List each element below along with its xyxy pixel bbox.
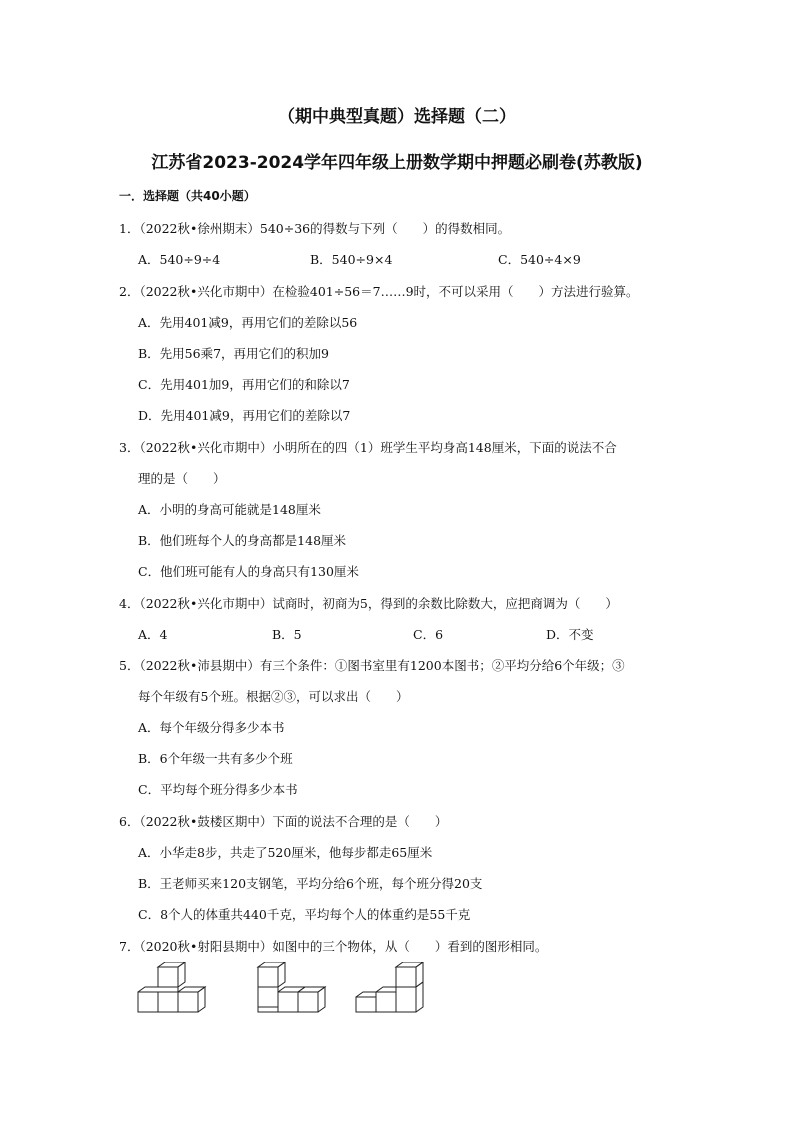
option-d: D．不变 [546,627,594,642]
question-3-stem: 3．（2022秋•兴化市期中）小明所在的四（1）班学生平均身高148厘米，下面的说法不合 [119,440,617,455]
question-2-option-a: A．先用401减9，再用它们的差除以56 [138,315,358,330]
question-6-option-b: B．王老师买来120支钢笔，平均分给6个班，每个班分得20支 [138,876,483,891]
page-title: （期中典型真题）选择题（二） [278,107,516,127]
cube-figure-2 [258,962,325,1012]
cube-stack-figures [136,962,446,1022]
option-b: B．540÷9×4 [310,252,393,267]
question-5-option-b: B．6个年级一共有多少个班 [138,751,293,766]
question-7-stem: 7．（2020秋•射阳县期中）如图中的三个物体，从（ ）看到的图形相同。 [119,939,548,954]
question-2-option-c: C．先用401加9，再用它们的和除以7 [138,377,350,392]
question-3-option-a: A．小明的身高可能就是148厘米 [138,502,321,517]
option-c: C．540÷4×9 [498,252,581,267]
question-2-stem: 2．（2022秋•兴化市期中）在检验401÷56＝7……9时，不可以采用（ ）方法进行验算。 [119,284,639,299]
question-6-option-a: A．小华走8步，共走了520厘米，他每步都走65厘米 [138,845,433,860]
option-c: C．6 [413,627,444,642]
question-5-stem: 5．（2022秋•沛县期中）有三个条件：①图书室里有1200本图书；②平均分给6个年级；③ [119,658,625,673]
question-2-option-b: B．先用56乘7，再用它们的积加9 [138,346,329,361]
option-a: A．4 [138,627,168,642]
option-b: B．5 [272,627,302,642]
question-5-stem-cont: 每个年级有5个班。根据②③，可以求出（ ） [138,689,409,704]
question-3-option-b: B．他们班每个人的身高都是148厘米 [138,533,347,548]
question-1-stem: 1．（2022秋•徐州期末）540÷36的得数与下列（ ）的得数相同。 [119,221,511,236]
question-5-option-c: C．平均每个班分得多少本书 [138,782,298,797]
question-3-stem-cont: 理的是（ ） [138,471,226,486]
question-5-option-a: A．每个年级分得多少本书 [138,720,285,735]
question-6-option-c: C．8个人的体重共440千克，平均每个人的体重约是55千克 [138,907,471,922]
question-4-stem: 4．（2022秋•兴化市期中）试商时，初商为5，得到的余数比除数大，应把商调为（ ） [119,596,618,611]
question-3-option-c: C．他们班可能有人的身高只有130厘米 [138,564,359,579]
cube-figure-1 [138,962,205,1012]
question-2-option-d: D．先用401减9，再用它们的差除以7 [138,408,351,423]
option-a: A．540÷9÷4 [138,252,221,267]
section-heading: 一．选择题（共40小题） [119,189,256,203]
cube-figure-3 [356,962,423,1012]
question-6-stem: 6．（2022秋•鼓楼区期中）下面的说法不合理的是（ ） [119,814,448,829]
page-subtitle: 江苏省2023-2024学年四年级上册数学期中押题必刷卷(苏教版) [151,153,643,173]
